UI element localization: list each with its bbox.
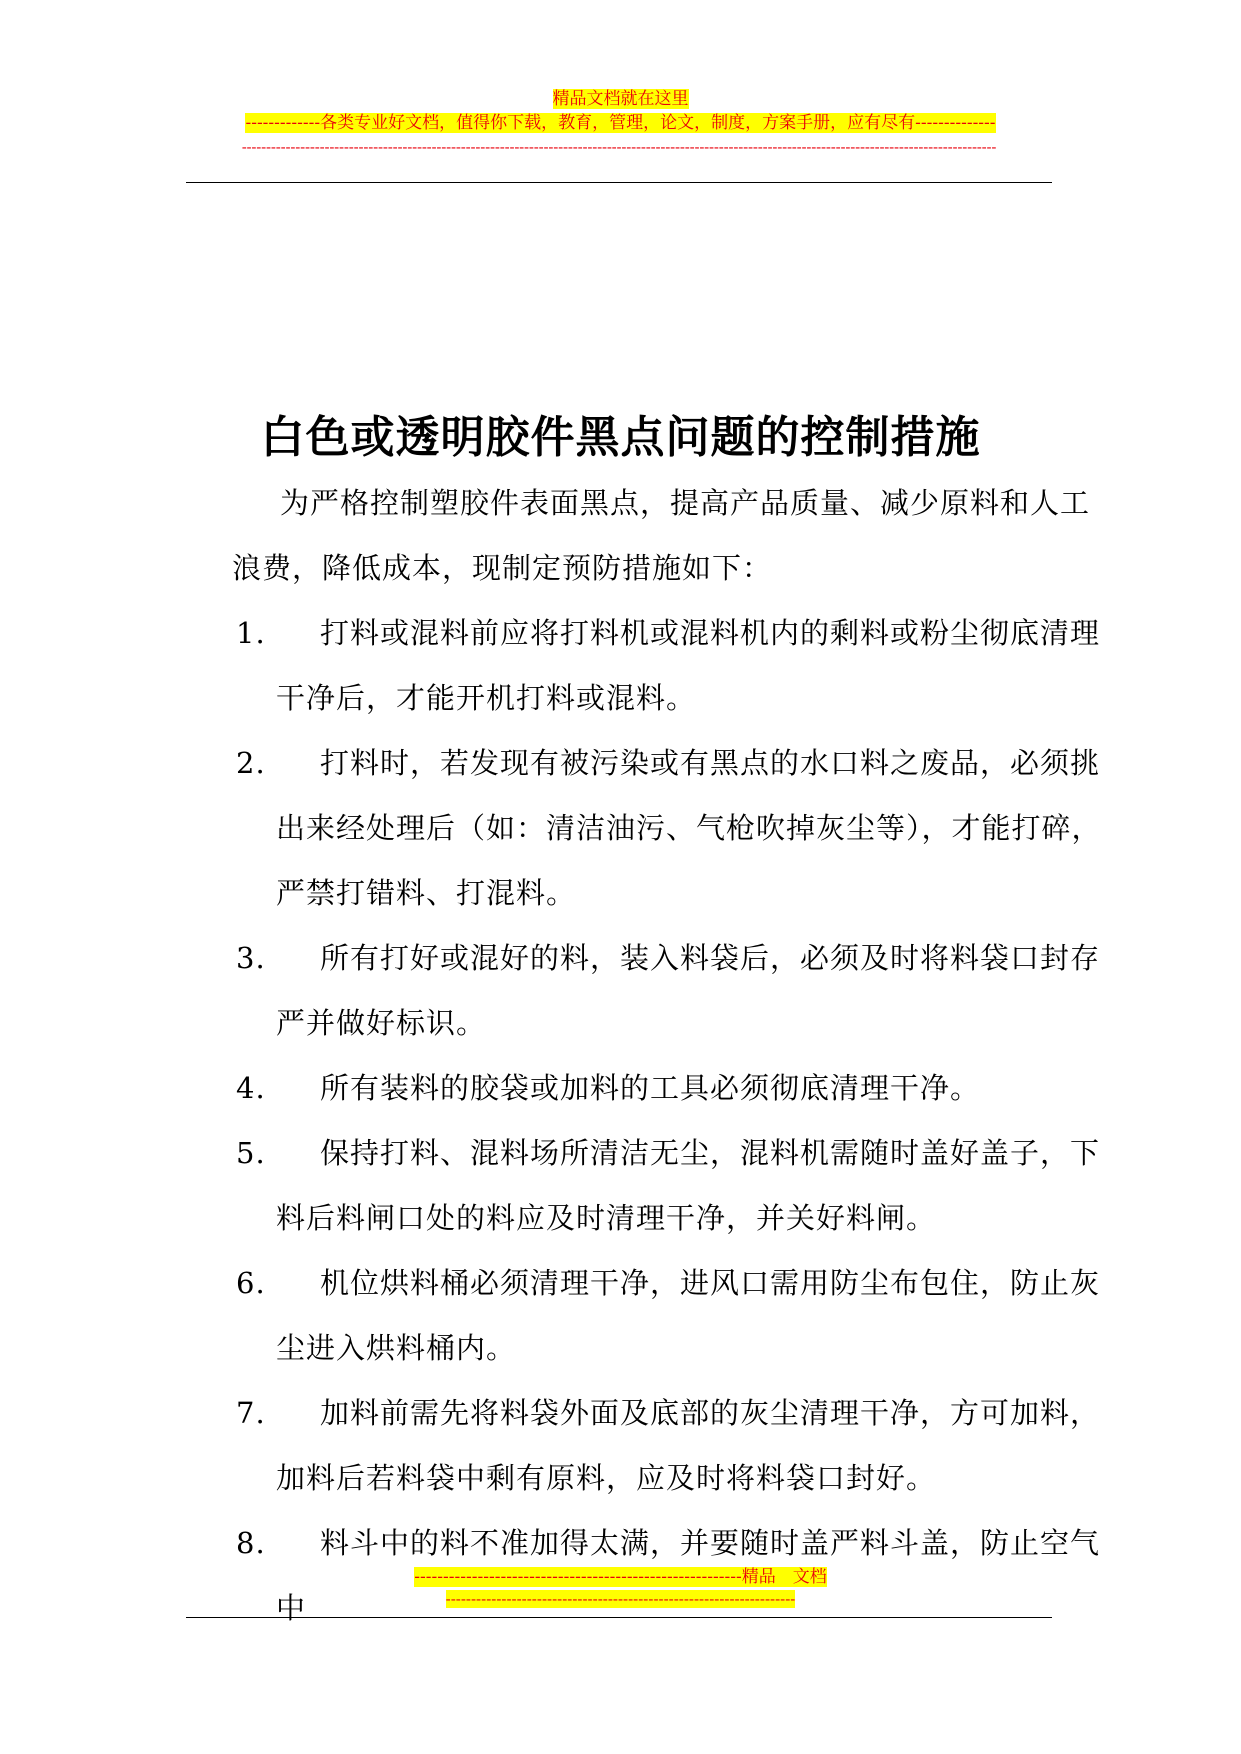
list-item-text: 打料或混料前应将打料机或混料机内的剩料或粉尘彻底清理干净后，才能开机打料或混料。 (276, 616, 1101, 715)
list-item-number: 3. (236, 941, 266, 975)
footer-rule (186, 1617, 1052, 1618)
header-dash-line: ----------------------------------------------------------------------------------------------------------------------------------------------------------- (241, 138, 997, 156)
footer-label: ---------------------------------------------------------精品 文档 (414, 1567, 827, 1587)
list-item-text: 料斗中的料不准加得太满，并要随时盖严料斗盖，防止空气中 (276, 1526, 1101, 1625)
list-item-number: 8. (236, 1526, 266, 1560)
header-rule (186, 182, 1052, 183)
list-item (232, 731, 1102, 926)
header-title: 精品文档就在这里 (552, 89, 689, 109)
list-item-number: 7. (236, 1396, 266, 1430)
list-item-text: 保持打料、混料场所清洁无尘，混料机需随时盖好盖子，下料后料闸口处的料应及时清理干净，并关好料闸。 (276, 1136, 1101, 1235)
list-item (232, 1381, 1102, 1511)
list-item-number: 6. (236, 1266, 266, 1300)
header-slogan: -------------各类专业好文档，值得你下载，教育，管理，论文，制度，方案手册，应有尽有-------------- (245, 113, 996, 133)
list-item-number: 1. (236, 616, 266, 650)
list-item-number: 5. (236, 1136, 266, 1170)
list-item-text: 加料前需先将料袋外面及底部的灰尘清理干净，方可加料，加料后若料袋中剩有原料，应及时将料袋口封好。 (276, 1396, 1101, 1495)
footer-dash-line: --------------------------------------------------------------------- (445, 1590, 796, 1608)
list-item (232, 1056, 1102, 1121)
document-title: 白色或透明胶件黑点问题的控制措施 (260, 412, 981, 463)
list-item-text: 机位烘料桶必须清理干净，进风口需用防尘布包住，防止灰尘进入烘料桶内。 (276, 1266, 1101, 1365)
list-item (232, 601, 1102, 731)
list-item-text: 打料时，若发现有被污染或有黑点的水口料之废品，必须挑出来经处理后（如：清洁油污、气枪吹掉灰尘等），才能打碎，严禁打错料、打混料。 (276, 746, 1102, 910)
list-item (232, 926, 1102, 1056)
list-item-text: 所有打好或混好的料，装入料袋后，必须及时将料袋口封存严并做好标识。 (276, 941, 1101, 1040)
list-item-text: 所有装料的胶袋或加料的工具必须彻底清理干净。 (320, 1071, 981, 1105)
list-item (232, 1121, 1102, 1251)
list-item (232, 1251, 1102, 1381)
list-item-number: 2. (236, 746, 266, 780)
intro-paragraph: 为严格控制塑胶件表面黑点，提高产品质量、减少原料和人工浪费，降低成本，现制定预防措施如下： (232, 486, 1091, 585)
list-item-number: 4. (236, 1071, 266, 1105)
